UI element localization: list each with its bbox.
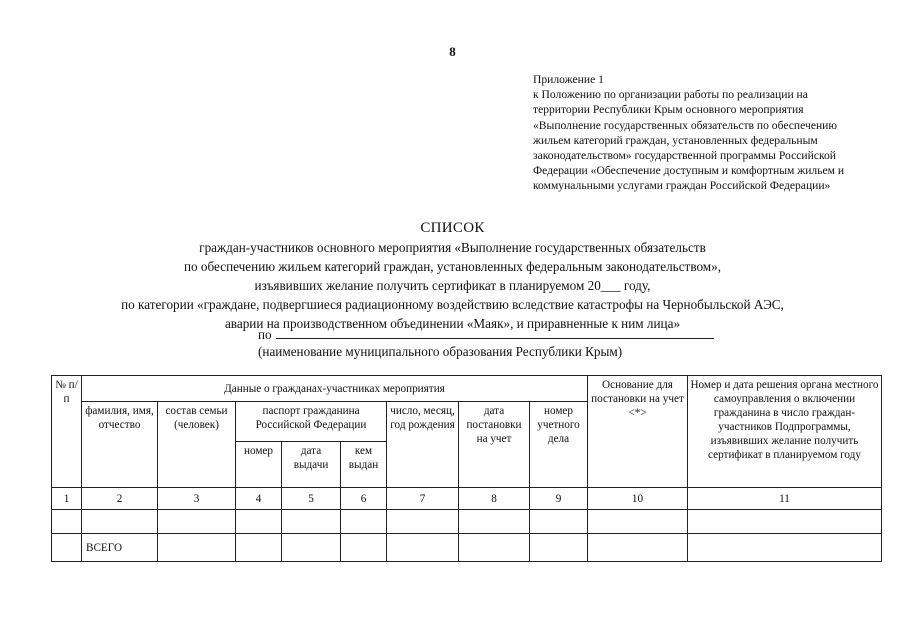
header-passport: паспорт гражданина Российской Федерации	[236, 402, 387, 442]
municipality-caption: (наименование муниципального образования Республики Крым)	[258, 344, 623, 359]
page-number: 8	[449, 44, 456, 59]
appendix-line: коммунальными услугами граждан Российской Федерации»	[533, 179, 831, 193]
po-label: по	[258, 327, 272, 342]
municipality-blank	[276, 326, 714, 339]
appendix-line: Приложение 1	[533, 73, 604, 86]
document-subtitle	[0, 238, 905, 333]
col-number: 5	[282, 488, 341, 510]
appendix-line: жильем категорий граждан, установленных федеральным	[533, 133, 818, 147]
header-birth: число, месяц, год рождения	[387, 402, 459, 488]
appendix-line: Федерации «Обеспечение доступным и комфортным жильем и	[533, 164, 845, 178]
col-number: 8	[459, 488, 530, 510]
col-number: 10	[588, 488, 688, 510]
header-fio: фамилия, имя, отчество	[82, 402, 158, 488]
municipality-line	[258, 326, 714, 343]
appendix-line: «Выполнение государственных обязательств по обеспечению	[533, 118, 838, 132]
col-number: 4	[236, 488, 282, 510]
col-number: 7	[387, 488, 459, 510]
header-pass-number: номер	[236, 442, 282, 488]
total-label: ВСЕГО	[82, 534, 158, 562]
appendix-note	[533, 72, 888, 194]
header-basis: Основание для постановки на учет <*>	[588, 376, 688, 488]
header-number: № п/п	[52, 376, 82, 488]
subtitle-line: аварии на производственном объединении «Маяк», и приравненные к ним лица»	[224, 316, 681, 331]
header-reg-date: дата постановки на учет	[459, 402, 530, 488]
header-pass-issuer: кем выдан	[341, 442, 387, 488]
participants-table	[51, 375, 882, 562]
subtitle-line: изъявивших желание получить сертификат в планируемом 20___ году,	[254, 278, 651, 293]
col-number: 3	[158, 488, 236, 510]
col-number: 6	[341, 488, 387, 510]
col-number: 9	[530, 488, 588, 510]
header-decision: Номер и дата решения органа местного самоуправления о включении гражданина в число граждан-участников Подпрограммы, изъявивших желание получить сертификат в планируемом году	[688, 376, 882, 488]
document-title: СПИСОК	[420, 220, 485, 236]
subtitle-line: по обеспечению жильем категорий граждан, установленных федеральным законодательством»,	[183, 259, 722, 274]
header-family: состав семьи (человек)	[158, 402, 236, 488]
col-number: 1	[52, 488, 82, 510]
total-row	[52, 534, 882, 562]
appendix-line: законодательством» государственной программы Российской	[533, 149, 836, 163]
header-data-group: Данные о гражданах-участниках мероприятия	[82, 376, 588, 402]
col-number: 11	[688, 488, 882, 510]
header-case-no: номер учетного дела	[530, 402, 588, 488]
header-pass-date: дата выдачи	[282, 442, 341, 488]
appendix-line: территории Республики Крым основного мероприятия	[533, 103, 804, 117]
subtitle-line: граждан-участников основного мероприятия «Выполнение государственных обязательств	[199, 240, 706, 255]
appendix-line: к Положению по организации работы по реализации на	[533, 88, 808, 102]
table-row	[52, 510, 882, 534]
col-number: 2	[82, 488, 158, 510]
subtitle-line: по категории «граждане, подвергшиеся радиационному воздействию вследствие катастрофы на Чернобыльской АЭС,	[121, 297, 784, 312]
